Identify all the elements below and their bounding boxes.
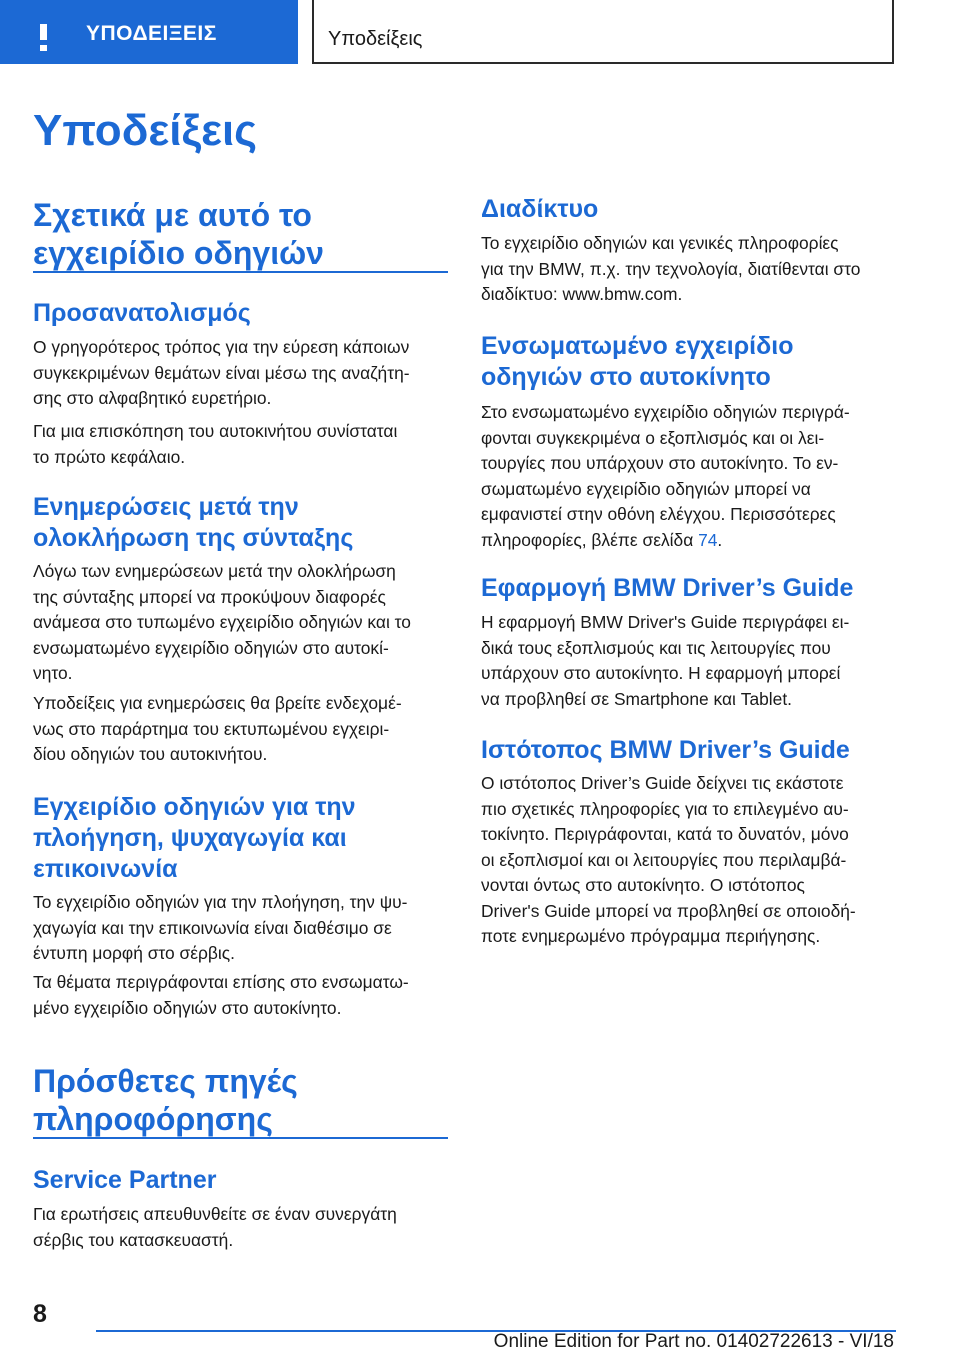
- heading-service-partner: Service Partner: [33, 1166, 217, 1194]
- heading-updates: Ενημερώσεις μετά την ολοκλήρωση της σύνταξης: [33, 493, 354, 552]
- paragraph-updates-2: Υποδείξεις για ενημερώσεις θα βρείτε ενδεχομέ‐ νως στο παράρτημα του εκτυπωμένου εγχειρι‐ δίου οδηγιών του αυτοκινήτου.: [33, 693, 402, 764]
- paragraph-drivers-guide-app: Η εφαρμογή BMW Driver's Guide περιγράφει ει‐ δικά τους εξοπλισμούς και τις λειτουργίες που υπάρχουν στο αυτοκίνητο. Η εφαρμογή μπορεί να προβληθεί σε Smartphone και Tablet.: [481, 612, 850, 709]
- chapter-tab[interactable]: [0, 0, 298, 64]
- exclamation-icon-dot: [40, 45, 47, 51]
- section-header-label: Υποδείξεις: [328, 28, 423, 50]
- paragraph-orientation-1: Ο γρηγορότερος τρόπος για την εύρεση κάποιων συγκεκριμένων θεμάτων είναι μέσω της αναζήτη‐ σης στο αλφαβητικό ευρετήριο.: [33, 337, 410, 408]
- chapter-tab-label: ΥΠΟΔΕΙΞΕΙΣ: [86, 22, 217, 45]
- heading-drivers-guide-app: Εφαρμογή BMW Driver’s Guide: [481, 574, 854, 602]
- paragraph-service-partner: Για ερωτήσεις απευθυνθείτε σε έναν συνεργάτη σέρβις του κατασκευαστή.: [33, 1204, 397, 1250]
- heading-line: εγχειρίδιο οδηγιών: [33, 235, 324, 271]
- footer-edition: Online Edition for Part no. 01402722613 - VI/18: [493, 1331, 894, 1352]
- paragraph-navigation-1: Το εγχειρίδιο οδηγιών για την πλοήγηση, την ψυ‐ χαγωγία και την επικοινωνία είναι διαθέσιμο σε έντυπη μορφή στο σέρβις.: [33, 892, 408, 963]
- heading-rule: [33, 271, 448, 273]
- heading-integrated-manual: Ενσωματωμένο εγχειρίδιο οδηγιών στο αυτοκίνητο: [481, 332, 794, 391]
- paragraph-drivers-guide-website: Ο ιστότοπος Driver’s Guide δείχνει τις εκάστοτε πιο σχετικές πληροφορίες για το επιλεγμένο αυ‐ τοκίνητο. Περιγράφονται, κατά το δυνατόν, μόνο οι εξοπλισμοί και οι λειτουργίες που περιλαμβά‐ νονται όντως στο αυτοκίνητο. Ο ιστότοπος Driver's Guide μπορεί να προβληθεί σε οποιοδή‐ ποτε ενημερωμένο πρόγραμμα περιήγησης.: [481, 773, 856, 946]
- exclamation-icon: [40, 24, 47, 40]
- paragraph-integrated: Στο ενσωματωμένο εγχειρίδιο οδηγιών περιγρά‐ φονται συγκεκριμένα ο εξοπλισμός και οι λει‐ τουργίες που υπάρχουν στο αυτοκίνητο. Το εν‐ σωματωμένο εγχειρίδιο οδηγιών μπορεί να εμφανιστεί στην οθόνη ελέγχου. Περισσότερες πληροφορίες, βλέπε σελίδα 74.: [481, 402, 850, 550]
- page-number: 8: [33, 1300, 47, 1328]
- page-reference-link[interactable]: 74: [698, 529, 718, 550]
- heading-about-manual: [33, 196, 324, 272]
- section-header: [312, 0, 894, 64]
- heading-internet: Διαδίκτυο: [481, 195, 599, 223]
- heading-line: Σχετικά με αυτό το: [33, 197, 312, 233]
- heading-additional-sources: Πρόσθετες πηγές πληροφόρησης: [33, 1063, 298, 1137]
- paragraph-navigation-2: Τα θέματα περιγράφονται επίσης στο ενσωματω‐ μένο εγχειρίδιο οδηγιών στο αυτοκίνητο.: [33, 972, 409, 1018]
- heading-drivers-guide-website: Ιστότοπος BMW Driver’s Guide: [481, 736, 850, 764]
- heading-navigation-manual: Εγχειρίδιο οδηγιών για την πλοήγηση, ψυχαγωγία και επικοινωνία: [33, 793, 356, 883]
- heading-rule: [33, 1137, 448, 1139]
- heading-orientation: Προσανατολισμός: [33, 299, 251, 327]
- paragraph-orientation-2: Για μια επισκόπηση του αυτοκινήτου συνίσταται το πρώτο κεφάλαιο.: [33, 421, 398, 467]
- paragraph-internet: Το εγχειρίδιο οδηγιών και γενικές πληροφορίες για την BMW, π.χ. την τεχνολογία, διατίθενται στο διαδίκτυο: www.bmw.com.: [481, 233, 861, 304]
- page-title: Υποδείξεις: [33, 106, 258, 155]
- paragraph-updates-1: Λόγω των ενημερώσεων μετά την ολοκλήρωση της σύνταξης μπορεί να προκύψουν διαφορές ανάμεσα στο τυπωμένο εγχειρίδιο οδηγιών και το ενσωματωμένο εγχειρίδιο οδηγιών στο αυτοκί‐ νητο.: [33, 561, 411, 683]
